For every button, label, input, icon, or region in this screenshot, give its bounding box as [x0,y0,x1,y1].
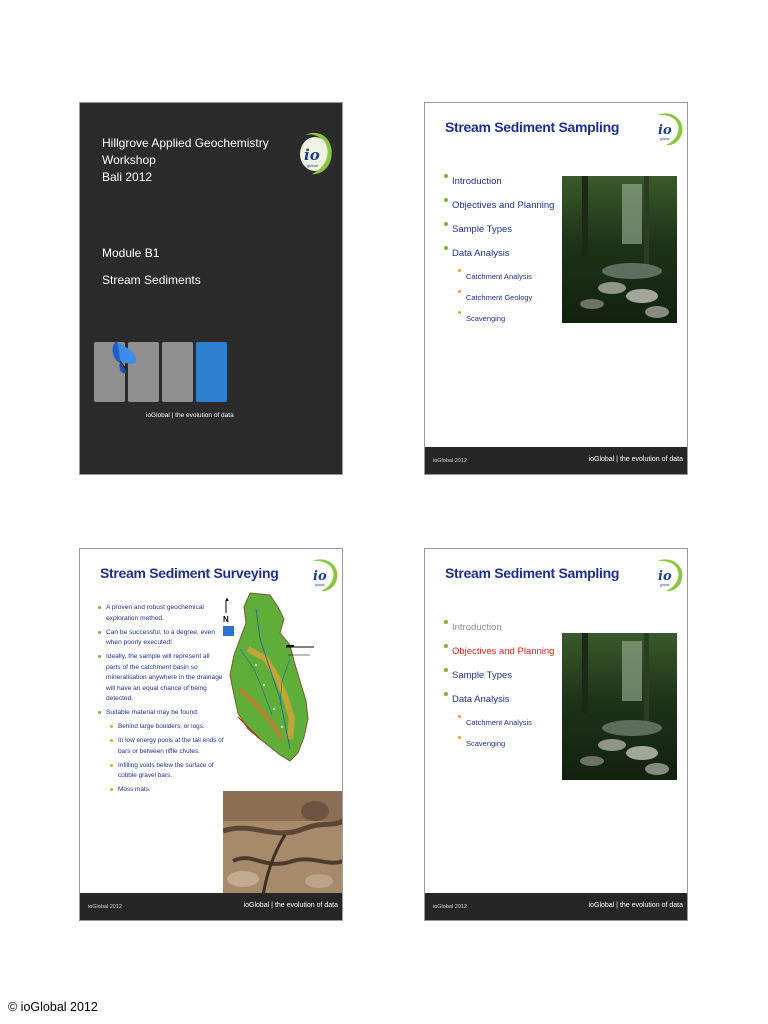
list-item: Scavenging [466,733,572,754]
list-item: Objectives and Planning [452,640,572,664]
list-item: Suitable material may be found: [106,708,224,719]
grey-square [162,342,193,402]
list-item: Behind large boulders, or logs. [118,722,224,733]
workshop-title [102,135,292,186]
list-item: Sample Types [452,664,572,688]
footer-left: ioGlobal 2012 [88,904,122,910]
logo-swoosh-icon [293,125,337,181]
slide-2-agenda [424,102,688,475]
list-item: Moss mats. [118,785,224,796]
workshop-title-line1: Hillgrove Applied Geochemistry Workshop [102,136,269,167]
svg-text:io: io [658,123,672,138]
slide-title: Stream Sediment Surveying [100,565,279,581]
list-item: In low energy pools at the tail ends of bars or between riffle chutes. [118,736,224,757]
slide-title: Stream Sediment Sampling [445,119,620,135]
svg-text:io: io [313,569,327,584]
footer-right: ioGlobal | the evolution of data [588,456,683,463]
footer-right: ioGlobal | the evolution of data [588,902,683,909]
list-item: Objectives and Planning [452,194,572,218]
svg-text:io: io [304,146,320,164]
list-item: Can be successful, to a degree, even when poorly executed! [106,628,224,649]
svg-text:global: global [315,583,325,587]
catchment-map [220,589,340,791]
copyright-notice: © ioGlobal 2012 [8,1000,98,1014]
footer-right: ioGlobal | the evolution of data [243,902,338,909]
list-item: Sample Types [452,218,572,242]
tree-roots-photo [223,791,343,896]
logo-swoosh-icon [651,555,687,595]
slide-3-surveying [79,548,343,921]
north-arrow-icon: ▲ [224,597,230,603]
list-item: Ideally, the sample will represent all parts of the catchment basin so mineralisation anywhere in the drainage will have an equal chance of being detected. [106,652,224,705]
svg-text:N: N [223,615,229,624]
butterfly-icon [106,333,142,379]
agenda-list [452,170,572,329]
module-title [102,245,282,289]
svg-text:io: io [658,569,672,584]
slide-footer [425,893,687,920]
slide-title: Stream Sediment Sampling [445,565,620,581]
tagline: ioGlobal | the evolution of data [146,412,234,419]
logo-swoosh-icon [651,109,687,149]
slide-footer [80,893,342,920]
slide-4-agenda-progress [424,548,688,921]
agenda-list [452,616,572,754]
ioglobal-logo [651,555,687,595]
surveying-list [106,603,224,799]
list-item: Data Analysis [452,688,572,712]
slide-footer [425,447,687,474]
list-item: Scavenging [466,308,572,329]
svg-text:global: global [660,583,670,587]
list-item: Introduction [452,170,572,194]
list-item: A proven and robust geochemical exploration method. [106,603,224,624]
module-name: Stream Sediments [102,273,201,287]
forest-stream-photo [562,176,677,323]
slide-1-title [79,102,343,475]
module-code: Module B1 [102,246,160,260]
list-item: Data Analysis [452,242,572,266]
forest-stream-photo [562,633,677,780]
ioglobal-logo [293,125,337,181]
footer-left: ioGlobal 2012 [433,458,467,464]
list-item: Catchment Analysis [466,266,572,287]
footer-left: ioGlobal 2012 [433,904,467,910]
list-item: Catchment Analysis [466,712,572,733]
blue-square [196,342,227,402]
list-item: Introduction [452,616,572,640]
svg-text:global: global [307,163,318,168]
svg-text:global: global [660,137,670,141]
list-item: Infilling voids below the surface of cobble gravel bars. [118,761,224,782]
list-item: Catchment Geology [466,287,572,308]
ioglobal-logo [651,109,687,149]
workshop-title-line2: Bali 2012 [102,170,153,184]
